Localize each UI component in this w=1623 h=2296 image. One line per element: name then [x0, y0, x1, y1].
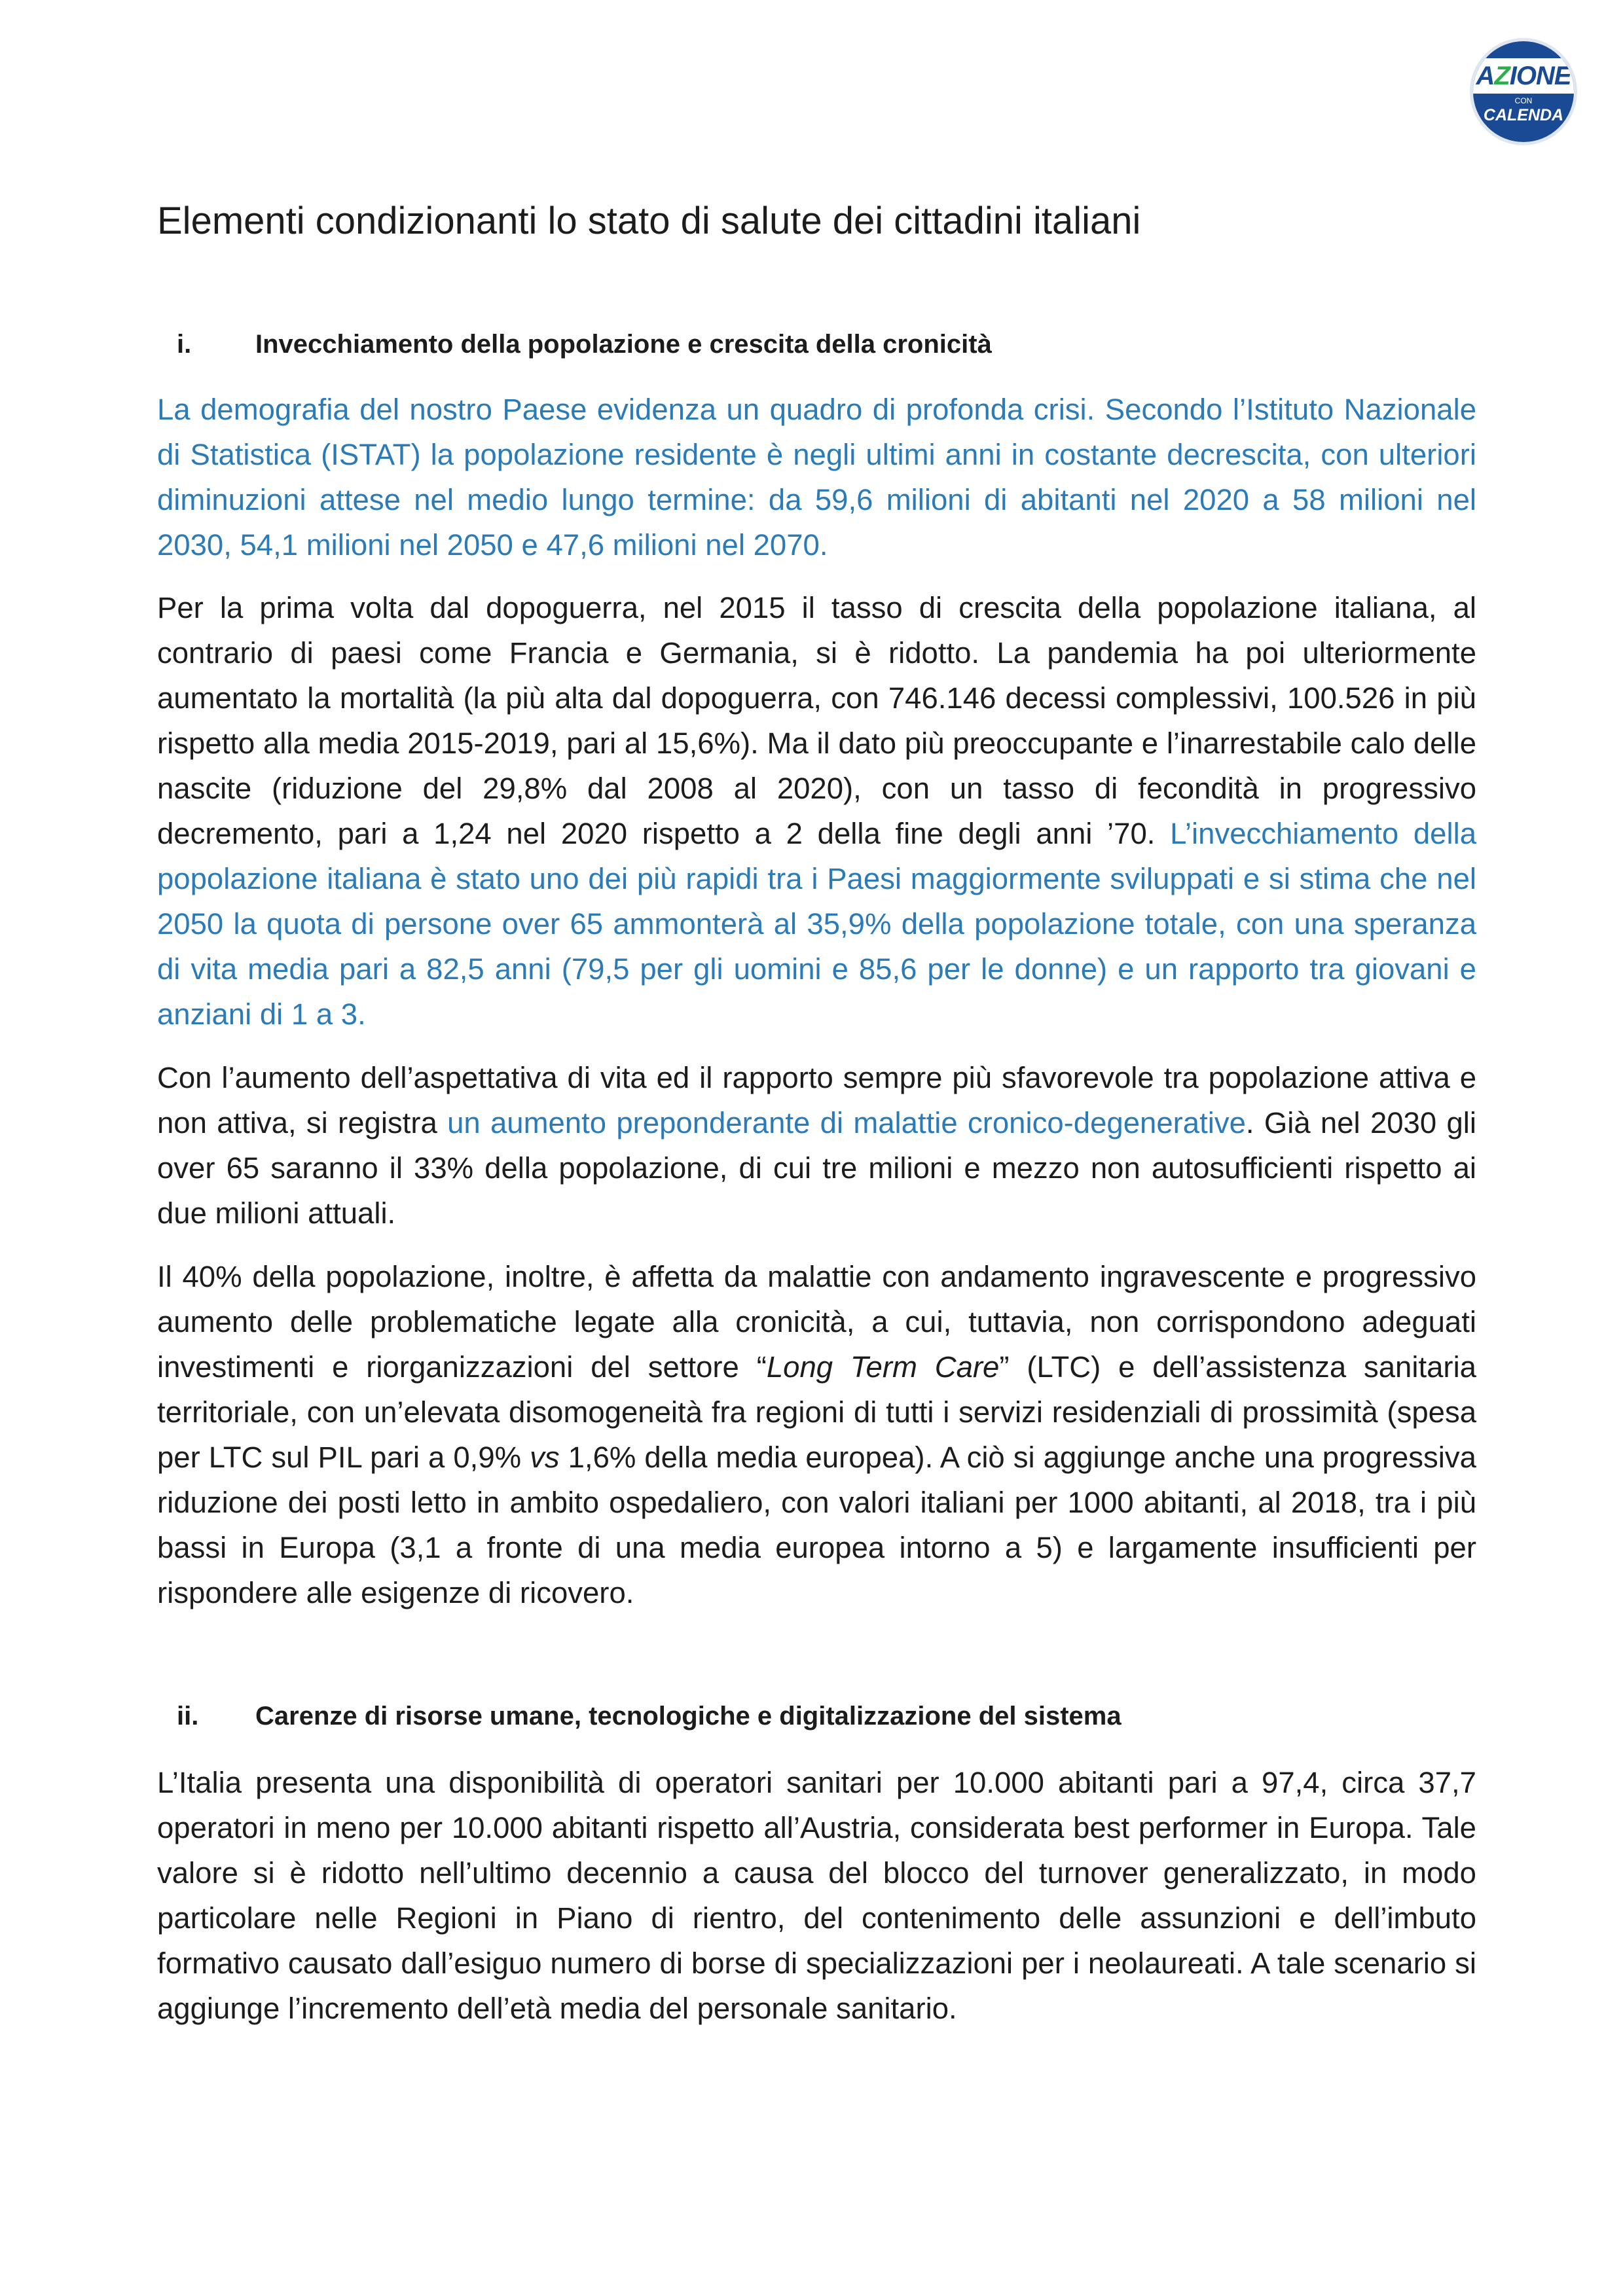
paragraph-demografia: La demografia del nostro Paese evidenza un quadro di profonda crisi. Secondo l’Istituto Nazionale di Statistica (ISTAT) la popolazione residente è negli ultimi anni in costante decrescita, con ulteriori diminuzioni attese nel medio lungo termine: da 59,6 milioni di abitanti nel 2020 a 58 milioni nel 2030, 54,1 milioni nel 2050 e 47,6 milioni nel 2070. — [157, 393, 1476, 562]
paragraph-invecchiamento-highlight: L’invecchiamento della popolazione italiana è stato uno dei più rapidi tra i Paesi maggiormente sviluppati e si stima che nel 2050 la quota di persone over 65 ammonterà al 35,9% della popolazione totale, con una speranza di vita media pari a 82,5 anni (79,5 per gli uomini e 85,6 per le donne) e un rapporto tra giovani e anziani di 1 a 3. — [157, 817, 1476, 1031]
azione-logo — [1470, 38, 1577, 145]
section-number-2: ii. — [177, 1702, 199, 1731]
paragraph-cronicita-text-a: Il 40% della popolazione, inoltre, è affetta da malattie con andamento ingravescente e progressivo aumento delle problematiche legate alla cronicità, a cui, tuttavia, non corrispondono adeguati investimenti e riorganizzazioni del settore “ — [157, 1260, 1476, 1384]
logo-brand-accent: Z — [1494, 62, 1510, 90]
logo-brand-suffix: IONE — [1509, 62, 1571, 90]
paragraph-aspettativa-text-a: Con l’aumento dell’aspettativa di vita ed il rapporto sempre più sfavorevole tra popolazione attiva e non attiva, si registra — [157, 1061, 1476, 1139]
section-heading-2 — [177, 1698, 1486, 1734]
paragraph-cronicita-text-b: ” (LTC) e dell’assistenza sanitaria territoriale, con un’elevata disomogeneità fra regioni di tutti i servizi residenziali di prossimità (spesa per LTC sul PIL pari a 0,9% — [157, 1350, 1476, 1474]
section-heading-text-1: Invecchiamento della popolazione e crescita della cronicità — [255, 330, 992, 359]
paragraph-crescita — [157, 585, 1476, 1037]
paragraph-cronicita — [157, 1254, 1476, 1615]
section-heading-1 — [177, 326, 1486, 363]
page-title: Elementi condizionanti lo stato di salute dei cittadini italiani — [157, 200, 1141, 242]
logo-brand — [1473, 61, 1574, 91]
paragraph-aspettativa-highlight: un aumento preponderante di malattie cronico-degenerative — [447, 1106, 1246, 1139]
section-number-1: i. — [177, 330, 192, 359]
paragraph-cronicita-text-c: 1,6% della media europea). A ciò si aggiunge anche una progressiva riduzione dei posti letto in ambito ospedaliero, con valori italiani per 1000 abitanti, al 2018, tra i più bassi in Europa (3,1 a fronte di una media europea intorno a 5) e largamente insufficienti per rispondere alle esigenze di ricovero. — [157, 1441, 1476, 1609]
paragraph-risorse-umane: L’Italia presenta una disponibilità di operatori sanitari per 10.000 abitanti pari a 97,4, circa 37,7 operatori in meno per 10.000 abitanti rispetto all’Austria, considerata best performer in Europa. Tale valore si è ridotto nell’ultimo decennio a causa del blocco del turnover generalizzato, in modo particolare nelle Regioni in Piano di rientro, del contenimento delle assunzioni e dell’imbuto formativo causato dall’esiguo numero di borse di specializzazioni per i neolaureati. A tale scenario si aggiunge l’incremento dell’età media del personale sanitario. — [157, 1766, 1476, 2025]
paragraph-crescita-text: Per la prima volta dal dopoguerra, nel 2015 il tasso di crescita della popolazione italiana, al contrario di paesi come Francia e Germania, si è ridotto. La pandemia ha poi ulteriormente aumentato la mortalità (la più alta dal dopoguerra, con 746.146 decessi complessivi, 100.526 in più rispetto alla media 2015-2019, pari al 15,6%). Ma il dato più preoccupante e l’inarrestabile calo delle nascite (riduzione del 29,8% dal 2008 al 2020), con un tasso di fecondità in progressivo decremento, pari a 1,24 nel 2020 rispetto a 2 della fine degli anni ’70. — [157, 591, 1476, 850]
logo-con: CON — [1514, 96, 1533, 105]
paragraph-cronicita-ltc: Long Term Care — [766, 1350, 1000, 1384]
paragraph-cronicita-vs: vs — [530, 1441, 560, 1474]
logo-brand-prefix: A — [1476, 62, 1495, 90]
logo-calenda: CALENDA — [1483, 106, 1564, 124]
paragraph-aspettativa — [157, 1055, 1476, 1236]
paragraph-aspettativa-text-c: . Già nel 2030 gli over 65 saranno il 33% della popolazione, di cui tre milioni e mezzo non autosufficienti rispetto ai due milioni attuali. — [157, 1106, 1476, 1230]
section-heading-text-2: Carenze di risorse umane, tecnologiche e digitalizzazione del sistema — [255, 1702, 1122, 1731]
